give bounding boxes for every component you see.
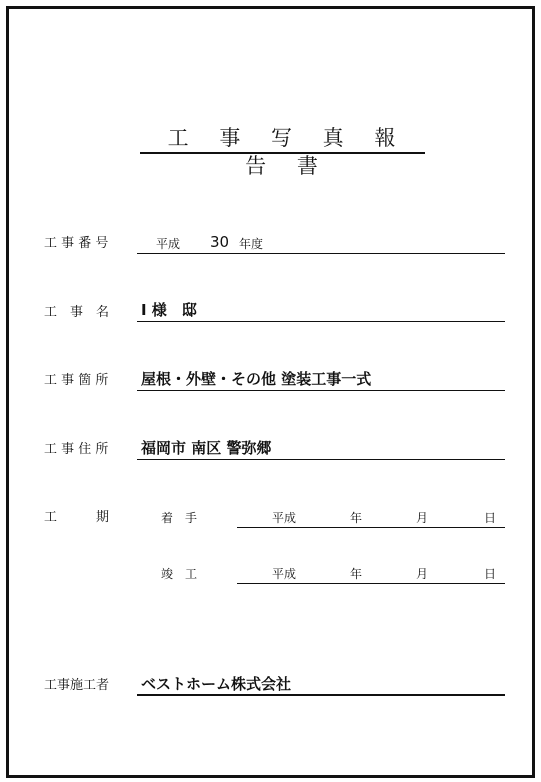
label-construction-address: 工 事 住 所 — [44, 442, 109, 457]
contractor-value: ベストホーム株式会社 — [141, 675, 292, 693]
construction-name-value: I 様 邸 — [141, 301, 197, 319]
label-construction-location: 工 事 箇 所 — [44, 373, 109, 388]
period-start-day: 日 — [484, 511, 497, 525]
document-title: 工 事 写 真 報 告 書 — [140, 124, 425, 154]
number-year-suffix: 年度 — [239, 237, 264, 251]
contractor-underline — [137, 694, 505, 696]
name-underline — [137, 321, 505, 322]
number-underline — [137, 253, 505, 254]
number-year: 30 — [210, 233, 230, 251]
period-end-month: 月 — [416, 567, 429, 581]
period-start-underline — [237, 527, 505, 528]
page-frame — [6, 6, 535, 778]
address-underline — [137, 459, 505, 460]
period-start-label: 着 手 — [161, 511, 198, 525]
label-construction-period: 工 期 — [44, 510, 110, 525]
period-start-month: 月 — [416, 511, 429, 525]
period-start-era: 平成 — [272, 511, 297, 525]
label-construction-number: 工 事 番 号 — [44, 236, 109, 251]
period-end-era: 平成 — [272, 567, 297, 581]
number-era: 平成 — [156, 237, 181, 251]
period-end-label: 竣 工 — [161, 567, 198, 581]
location-underline — [137, 390, 505, 391]
label-contractor: 工事施工者 — [44, 678, 110, 693]
construction-location-value: 屋根・外壁・その他 塗装工事一式 — [141, 370, 372, 388]
period-end-underline — [237, 583, 505, 584]
construction-address-value: 福岡市 南区 警弥郷 — [141, 439, 272, 457]
period-start-year: 年 — [350, 511, 363, 525]
label-construction-name: 工 事 名 — [44, 305, 110, 320]
period-end-day: 日 — [484, 567, 497, 581]
period-end-year: 年 — [350, 567, 363, 581]
